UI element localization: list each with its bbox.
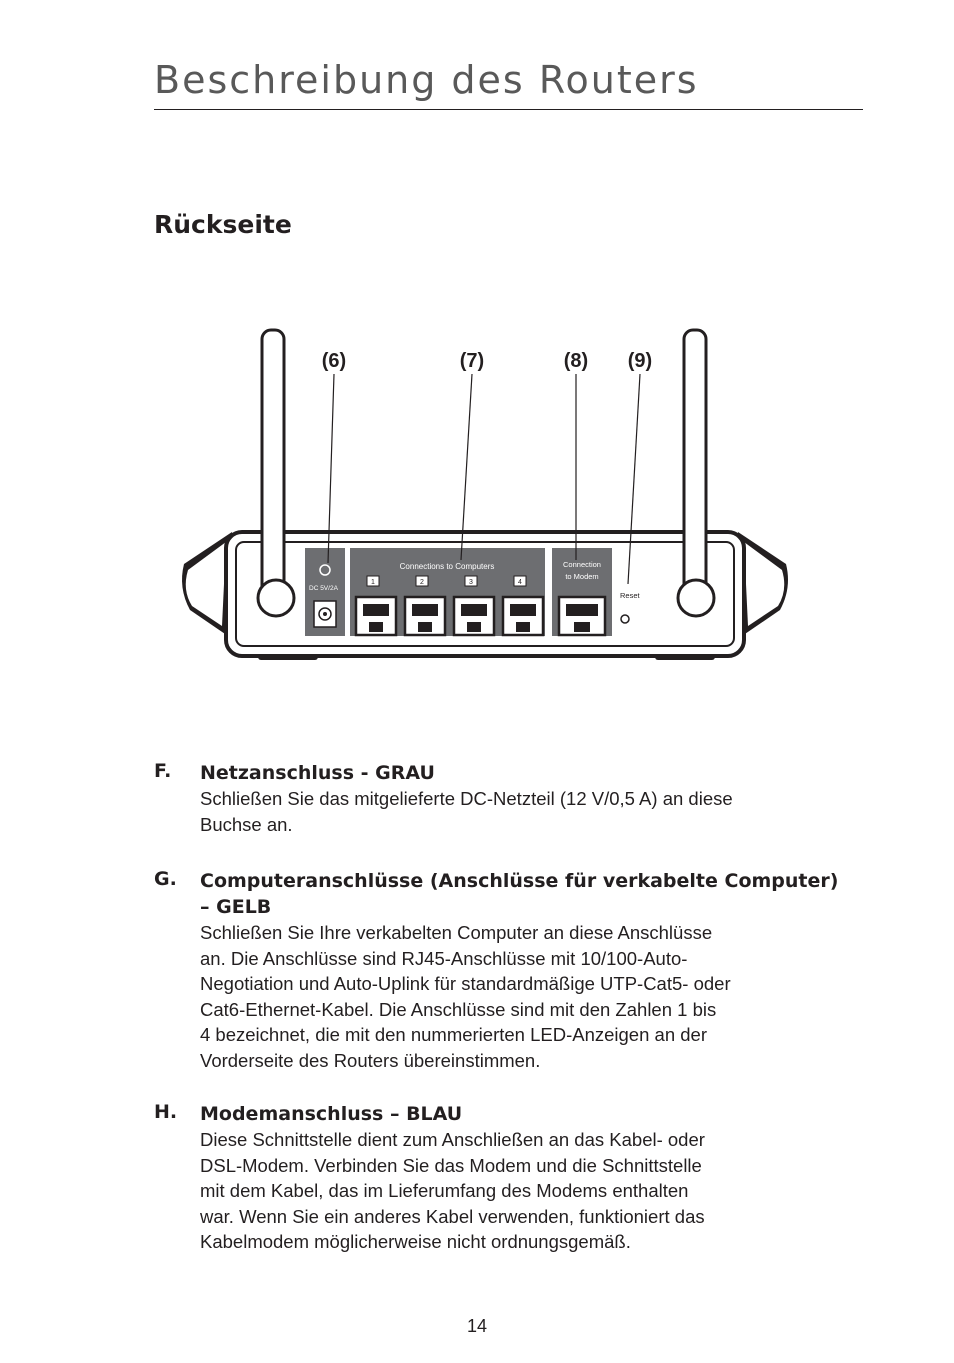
item-heading: Modemanschluss – BLAU — [200, 1103, 463, 1125]
section-subtitle: Rückseite — [154, 210, 292, 239]
item-g — [154, 868, 854, 1073]
item-heading: Computeranschlüsse (Anschlüsse für verkabelte Computer) – GELB — [200, 870, 839, 918]
item-letter: G. — [154, 868, 177, 890]
dc-label: DC 5V/2A — [309, 585, 338, 592]
modem-label-line2: to Modem — [565, 572, 599, 581]
item-letter: F. — [154, 760, 172, 782]
modem-label-line1: Connection — [563, 560, 601, 569]
item-f — [154, 760, 854, 837]
svg-text:3: 3 — [469, 579, 473, 586]
computers-label: Connections to Computers — [399, 562, 495, 571]
title-rule — [154, 109, 863, 110]
item-body: Schließen Sie das mitgelieferte DC-Netzteil (12 V/0,5 A) an diese Buchse an. — [200, 788, 733, 835]
callout-8: (8) — [563, 350, 589, 372]
page-number: 14 — [466, 1316, 488, 1336]
item-body: Schließen Sie Ihre verkabelten Computer an diese Anschlüsse an. Die Anschlüsse sind RJ45-Anschlüsse mit 10/100-Auto- Negotiation und Auto-Uplink für standardmäßige UTP-Cat5- oder Cat6-Ethernet-Kabel. Die Anschlüsse sind mit den Zahlen 1 bis 4 bezeichnet, die mit den nummerierten LED-Anzeigen an der Vorderseite des Routers übereinstimmen. — [200, 922, 731, 1071]
page-title: Beschreibung des Routers — [154, 58, 699, 102]
svg-text:4: 4 — [518, 579, 522, 586]
modem-port — [559, 597, 605, 635]
callout-6: (6) — [321, 350, 347, 372]
reset-label: Reset — [620, 591, 640, 600]
item-letter: H. — [154, 1101, 178, 1123]
callout-7: (7) — [459, 350, 485, 372]
svg-text:1: 1 — [371, 579, 375, 586]
item-h — [154, 1101, 854, 1255]
router-rear-diagram — [170, 320, 800, 670]
item-heading: Netzanschluss - GRAU — [200, 762, 435, 784]
callout-9: (9) — [627, 350, 653, 372]
svg-text:2: 2 — [420, 579, 424, 586]
item-body: Diese Schnittstelle dient zum Anschließen an das Kabel- oder DSL-Modem. Verbinden Sie das Modem und die Schnittstelle mit dem Kabel, das im Lieferumfang des Modems enthalten war. Wenn Sie ein anderes Kabel verwenden, funktioniert das Kabelmodem möglicherweise nicht ordnungsgemäß. — [200, 1129, 705, 1252]
